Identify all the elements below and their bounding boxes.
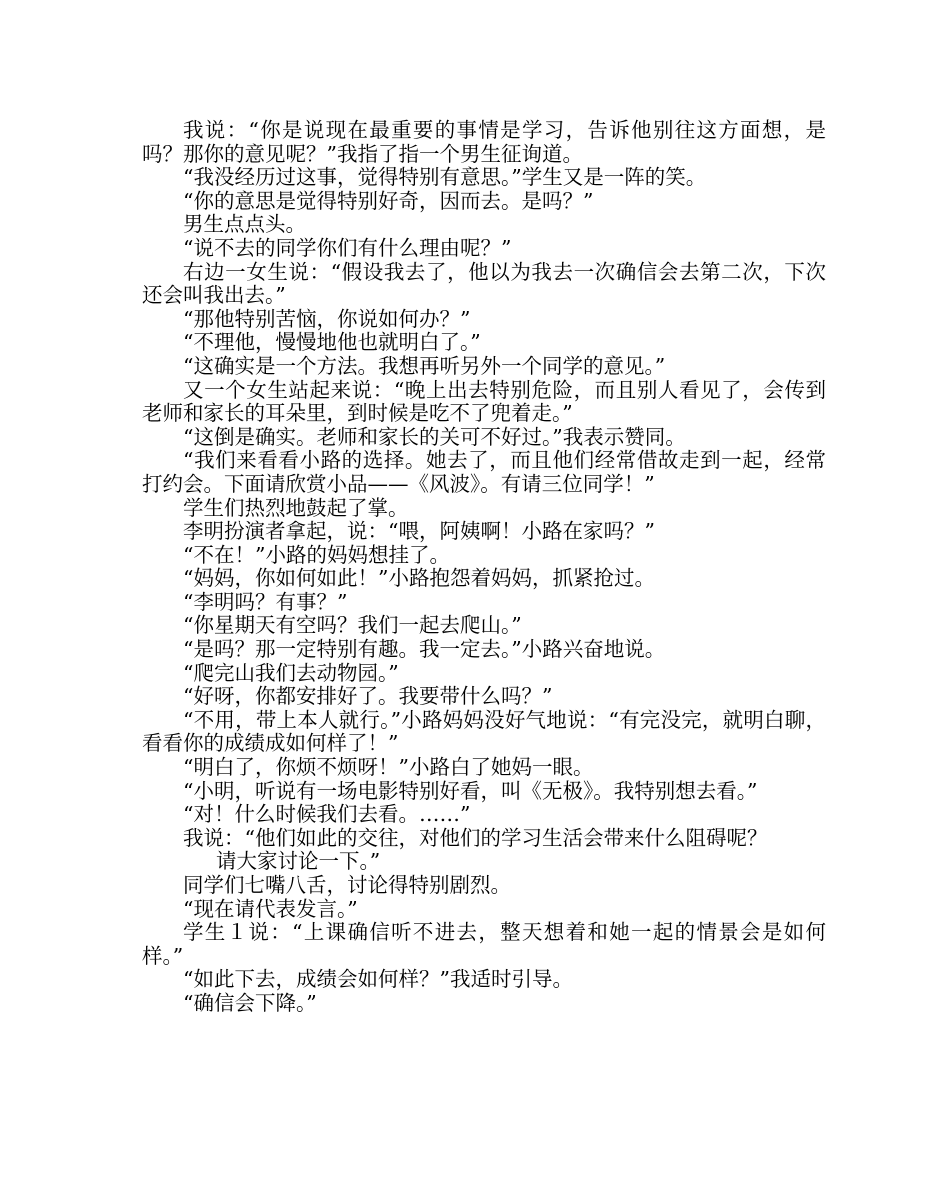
paragraph: “爬完山我们去动物园。” [183, 660, 399, 685]
paragraph: “明白了，你烦不烦呀！”小路白了她妈一眼。 [183, 755, 594, 780]
paragraph: 李明扮演者拿起，说：“喂，阿姨啊！小路在家吗？” [183, 519, 655, 544]
paragraph: “这倒是确实。老师和家长的关可不好过。”我表示赞同。 [183, 424, 686, 449]
document-body [142, 119, 826, 1016]
paragraph: “李明吗？有事？” [183, 589, 348, 614]
paragraph: “我没经历过这事，觉得特别有意思。”学生又是一阵的笑。 [183, 165, 707, 190]
paragraph: 我说：“你是说现在最重要的事情是学习，告诉他别往这方面想，是吗？那你的意见呢？”我指了指一个男生征询道。 [142, 118, 826, 166]
paragraph: 又一个女生站起来说：“晚上出去特别危险，而且别人看见了，会传到老师和家长的耳朵里，到时候是吃不了兜着走。” [142, 377, 826, 426]
paragraph: “你的意思是觉得特别好奇，因而去。是吗？” [183, 188, 594, 213]
paragraph: 学生１说：“上课确信听不进去，整天想着和她一起的情景会是如何样。” [142, 920, 826, 968]
paragraph: “好呀，你都安排好了。我要带什么吗？” [183, 684, 553, 709]
paragraph: “现在请代表发言。” [183, 896, 358, 921]
paragraph: “如此下去，成绩会如何样？”我适时引导。 [183, 967, 573, 992]
paragraph: 我说：“他们如此的交往，对他们的学习生活会带来什么阻碍呢？ [183, 825, 768, 850]
paragraph: 右边一女生说：“假设我去了，他以为我去一次确信会去第二次，下次还会叫我出去。” [142, 259, 826, 308]
paragraph: “妈妈，你如何如此！”小路抱怨着妈妈，抓紧抢过。 [183, 566, 655, 591]
paragraph: “我们来看看小路的选择。她去了，而且他们经常借故走到一起，经常打约会。下面请欣赏小品——《风波》。有请三位同学！” [142, 448, 826, 496]
paragraph: “对！什么时候我们去看。……” [183, 802, 471, 827]
paragraph: “那他特别苦恼，你说如何办？” [183, 306, 471, 331]
paragraph: “不在！”小路的妈妈想挂了。 [183, 542, 450, 567]
paragraph: “这确实是一个方法。我想再听另外一个同学的意见。” [183, 353, 666, 378]
paragraph: 同学们七嘴八舌，讨论得特别剧烈。 [183, 873, 511, 897]
paragraph: “你星期天有空吗？我们一起去爬山。” [183, 613, 522, 638]
paragraph: “是吗？那一定特别有趣。我一定去。”小路兴奋地说。 [183, 637, 666, 662]
paragraph: “小明，听说有一场电影特别好看，叫《无极》。我特别想去看。” [183, 778, 758, 803]
paragraph: “不用，带上本人就行。”小路妈妈没好气地说：“有完没完，就明白聊，看看你的成绩成如何样了！” [142, 707, 826, 756]
paragraph [142, 850, 826, 874]
paragraph: 学生们热烈地鼓起了掌。 [183, 495, 409, 520]
paragraph: “不理他，慢慢地他也就明白了。” [183, 330, 481, 355]
paragraph: “确信会下降。” [183, 990, 317, 1015]
paragraph: 男生点点头。 [183, 212, 306, 237]
paragraph: “说不去的同学你们有什么理由呢？” [183, 235, 512, 260]
paragraph-continuation: 请大家讨论一下。” [216, 849, 381, 874]
